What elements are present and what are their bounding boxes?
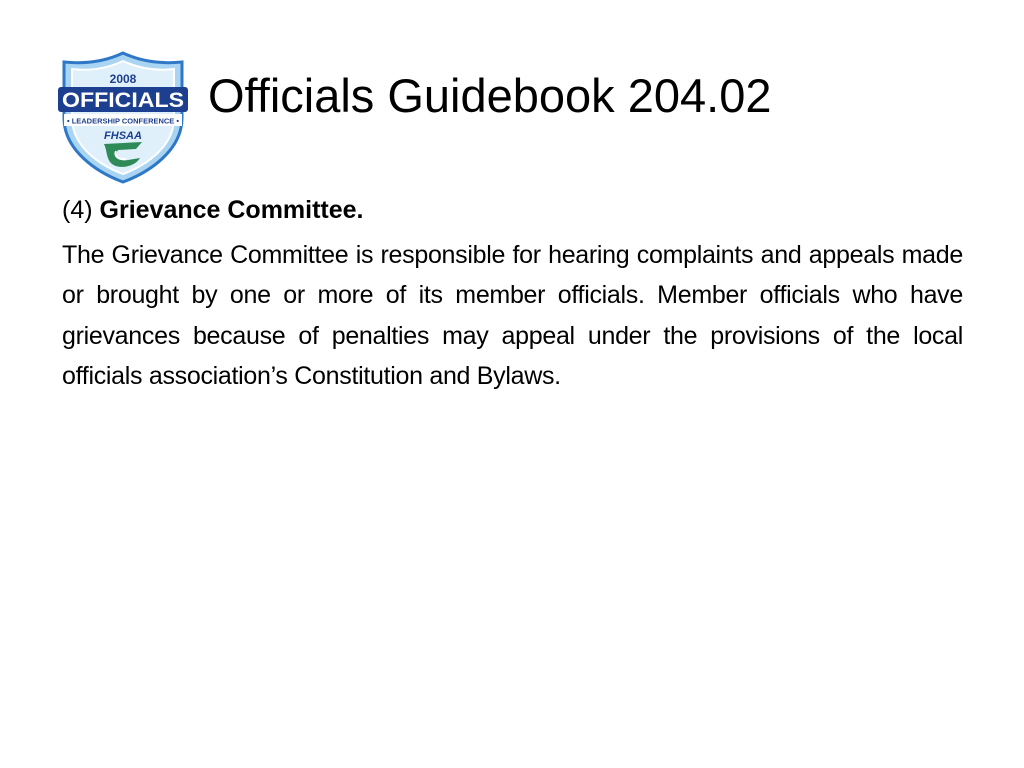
section-heading [62, 190, 963, 231]
slide-body [62, 190, 963, 397]
logo-org: FHSAA [104, 130, 142, 142]
logo-tagline: • LEADERSHIP CONFERENCE • [67, 116, 180, 126]
slide-title: Officials Guidebook 204.02 [208, 69, 772, 122]
logo-name: OFFICIALS [62, 89, 184, 112]
section-name: Grievance Committee. [99, 196, 364, 224]
logo-year: 2008 [109, 72, 137, 86]
section-number: (4) [62, 196, 93, 224]
shield-logo-icon [56, 50, 190, 184]
body-paragraph: The Grievance Committee is responsible for hearing complaints and appeals made or brought by one or more of its member officials. Member officials who have grievances because of penalties may appeal under the provisions of the local officials association’s Constitution and Bylaws. [62, 240, 963, 390]
